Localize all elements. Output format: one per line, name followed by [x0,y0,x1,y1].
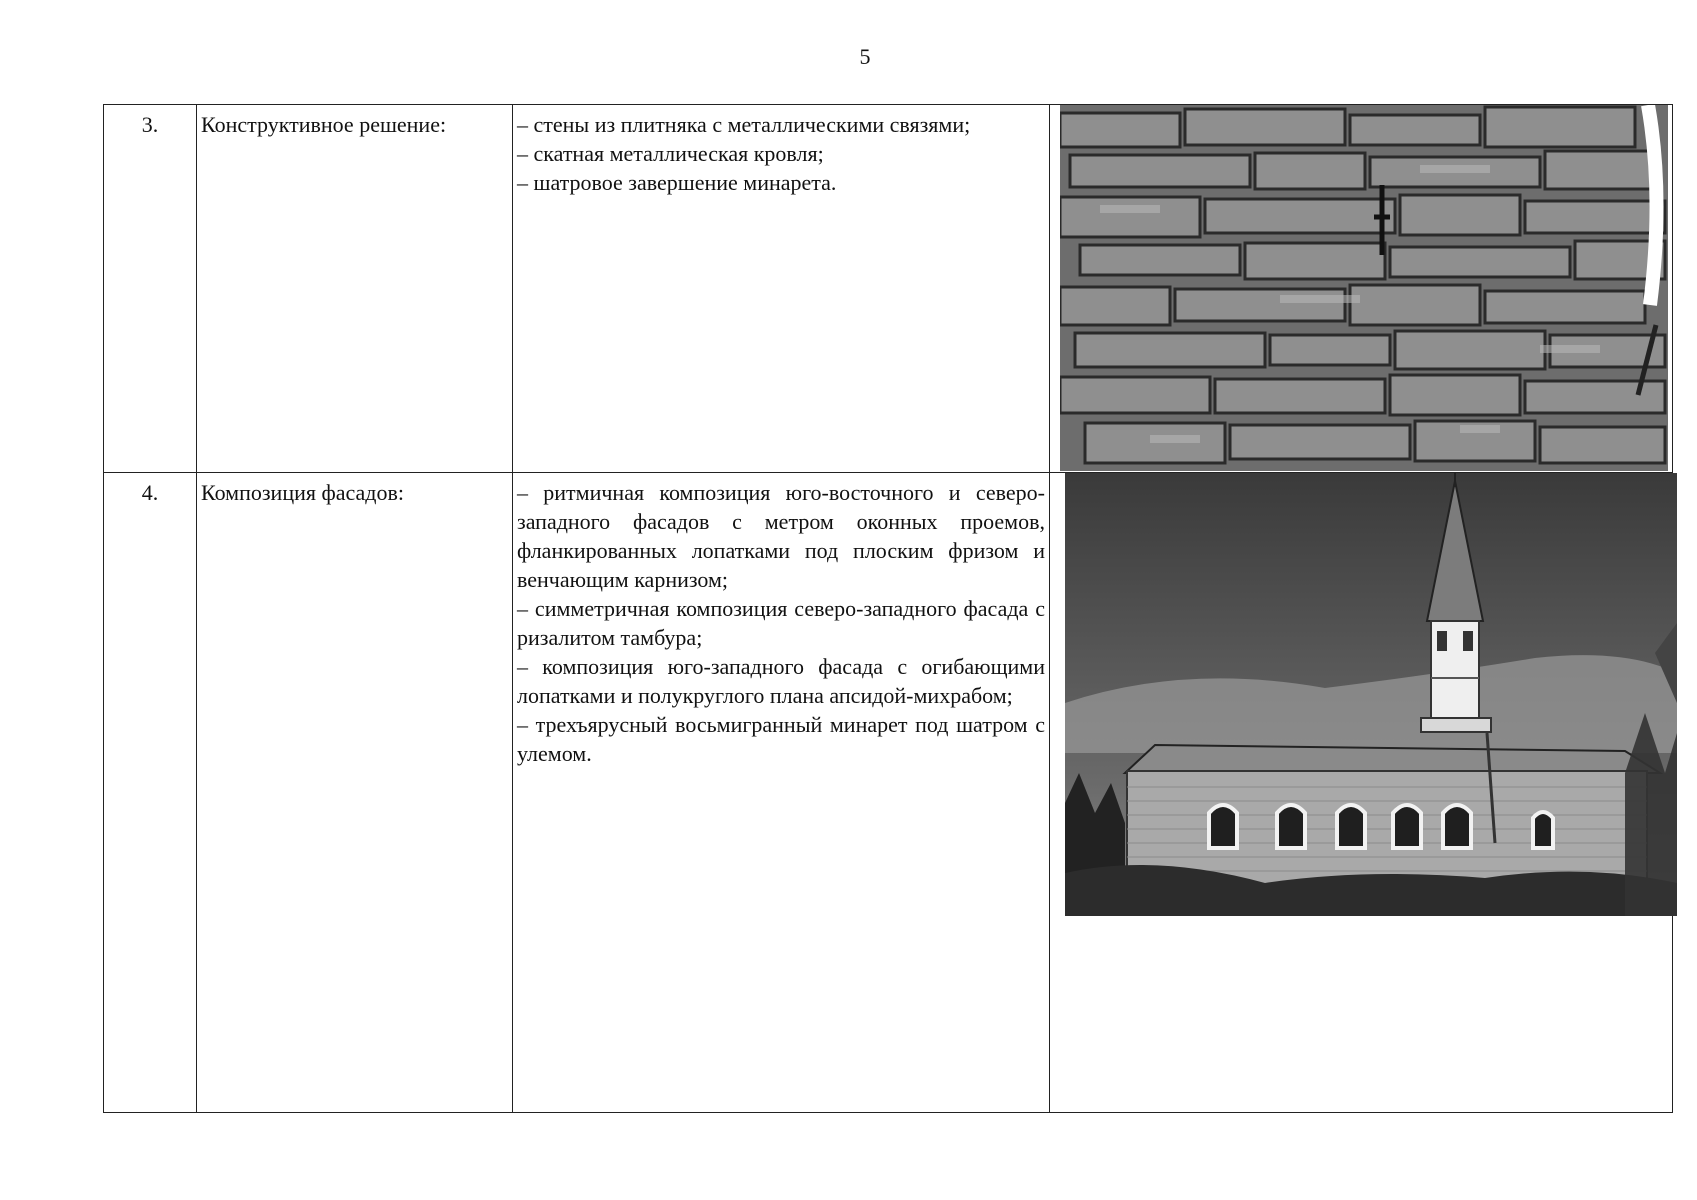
photo-cell [1050,105,1673,473]
stone-wall-photo [1060,105,1668,471]
description-line: – шатровое завершение минарета. [517,170,837,195]
row-label: Конструктивное решение: [197,105,513,473]
table-row [104,105,1673,473]
description-line: – композиция юго-западного фасада с огибающими лопатками и полукруглого плана апсидой-михрабом; [517,654,1045,708]
description-line: – трехъярусный восьмигранный минарет под шатром с улемом. [517,712,1045,766]
description-line: – скатная металлическая кровля; [517,141,824,166]
row-description [513,105,1050,473]
row-number: 4. [104,473,197,1113]
row-number: 3. [104,105,197,473]
table-row [104,473,1673,1113]
mosque-photo [1065,473,1677,916]
photo-cell [1050,473,1673,1113]
document-table [103,104,1673,1113]
page-number: 5 [859,44,871,69]
description-line: – симметричная композиция северо-западного фасада с ризалитом тамбура; [517,596,1045,650]
description-line: – ритмичная композиция юго-восточного и северо-западного фасадов с метром оконных проемов, фланкированных лопатками под плоским фризом и венчающим карнизом; [517,480,1045,592]
description-line: – стены из плитняка с металлическими связями; [517,112,971,137]
row-label: Композиция фасадов: [197,473,513,1113]
row-description [513,473,1050,1113]
